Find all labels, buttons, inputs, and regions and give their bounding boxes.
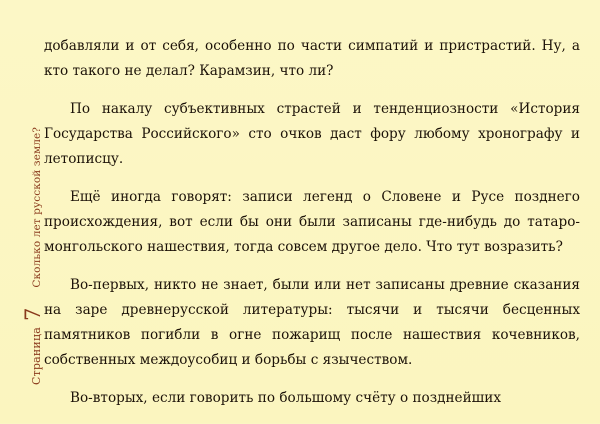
paragraph-1: добавляли и от себя, особенно по части симпатий и пристрастий. Ну, а кто такого не делал? Карамзин, что ли? <box>44 38 580 79</box>
book-title: Сколько лет русской земле? <box>31 126 43 288</box>
page-label: Страница <box>30 327 43 385</box>
paragraph-3: Ещё иногда говорят: записи легенд о Словене и Русе позднего происхождения, вот если бы они были записаны где-нибудь до татаро-монгольского нашествия, тогда совсем другое дело. Что тут возразить? <box>44 189 580 255</box>
sidebar-caption <box>23 127 44 385</box>
page-sidebar <box>0 0 45 423</box>
body-text <box>44 34 580 424</box>
paragraph-2: По накалу субъективных страстей и тенденциозности «История Государства Российского» сто очков даст фору любому хронографу и летописцу. <box>44 101 580 167</box>
paragraph-5: Во-вторых, если говорить по большому счёту о позднейших <box>70 390 502 406</box>
paragraph-4: Во-первых, никто не знает, были или нет записаны древние сказания на заре древнерусской литературы: тысячи и тысячи бесценных памятников погибли в огне пожарищ после нашествия кочевников, собственных междоусобиц и борьбы с язычеством. <box>44 277 580 368</box>
page-number: 7 <box>21 307 45 321</box>
